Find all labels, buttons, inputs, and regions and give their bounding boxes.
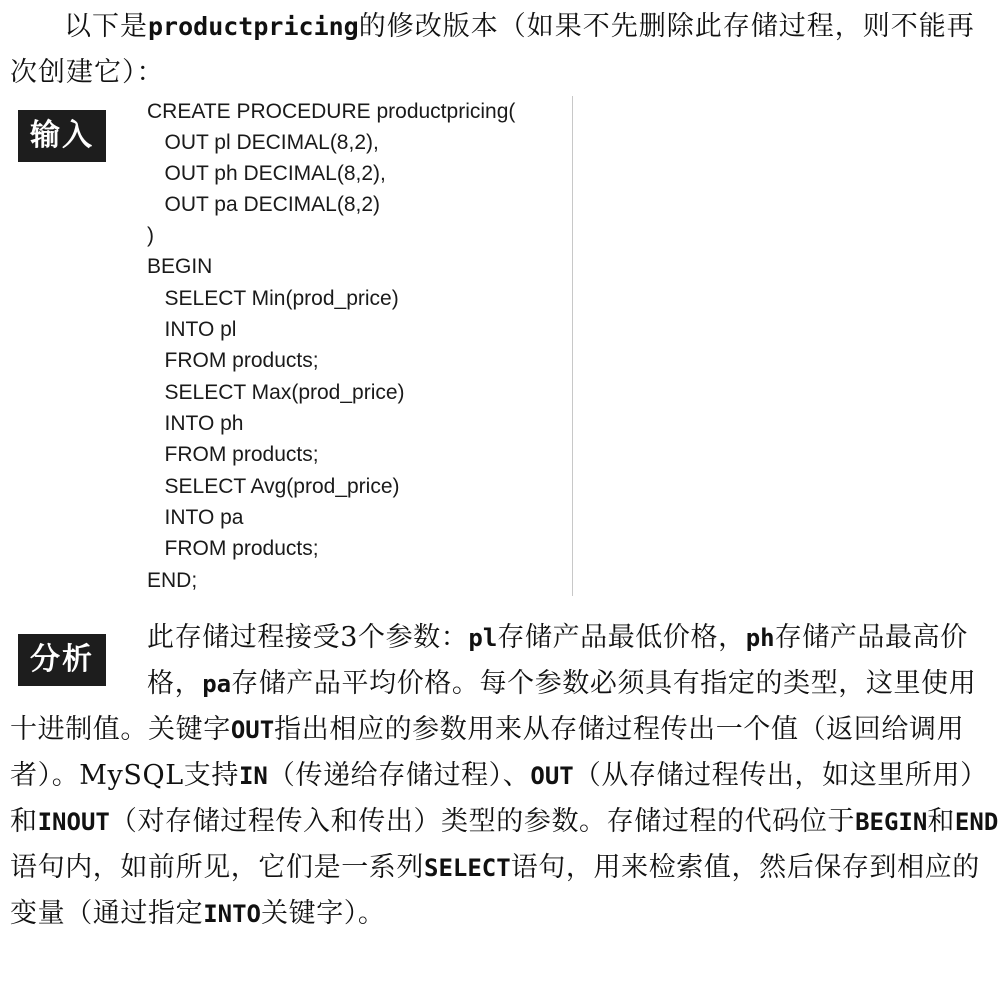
intro-text-after: 的修改版本（如果不先删除此存储过程，则不能再次创建它）： [10, 11, 975, 88]
code-line: FROM products; [147, 443, 319, 466]
tag-spacer [10, 615, 147, 705]
code-line: OUT ph DECIMAL(8,2), [147, 162, 386, 185]
code-line: INTO pl [147, 318, 237, 341]
analysis-text: 指出相应的参数用来从存储过程传出一个值（返回给调用者）。MySQL支持 [10, 714, 965, 791]
intro-text-before: 以下是 [64, 11, 148, 42]
code-line: OUT pa DECIMAL(8,2) [147, 193, 381, 216]
analysis-keyword: OUT [230, 716, 275, 744]
analysis-text: 存储产品最高价格， [147, 622, 968, 699]
analysis-keyword: IN [238, 762, 268, 790]
analysis-tag: 分析 [18, 634, 106, 686]
analysis-text: 存储产品平均价格。每个参数必须具有指定的类型，这里使用十进制值。关键字 [10, 668, 977, 745]
analysis-keyword: ph [745, 624, 775, 652]
analysis-text: 存储产品最低价格， [497, 622, 746, 653]
analysis-text: （传递给存储过程）、 [267, 760, 531, 791]
intro-paragraph [10, 4, 1000, 96]
analysis-text: 关键字）。 [261, 898, 386, 929]
analysis-keyword: BEGIN [855, 808, 928, 836]
analysis-keyword: INTO [203, 900, 261, 928]
analysis-paragraph [10, 615, 1000, 937]
code-line: SELECT Max(prod_price) [147, 381, 405, 404]
analysis-keyword: END [954, 808, 999, 836]
analysis-keyword: pl [468, 624, 498, 652]
code-block [147, 96, 573, 596]
code-line: FROM products; [147, 349, 319, 372]
analysis-text: 和 [927, 806, 955, 837]
analysis-text: 语句，用来检索值，然后保存到相应的变量（通过指定 [10, 852, 980, 929]
code-line: INTO pa [147, 506, 244, 529]
code-line: BEGIN [147, 255, 213, 278]
analysis-text: （对存储过程传入和传出）类型的参数。存储过程的代码位于 [109, 806, 856, 837]
code-line: FROM products; [147, 537, 319, 560]
code-line: CREATE PROCEDURE productpricing( [147, 100, 516, 123]
code-line: SELECT Avg(prod_price) [147, 475, 400, 498]
analysis-text: 此存储过程接受3个参数： [147, 622, 469, 653]
code-line: INTO ph [147, 412, 244, 435]
analysis-keyword: SELECT [424, 854, 511, 882]
analysis-keyword: INOUT [37, 808, 110, 836]
analysis-keyword: OUT [530, 762, 574, 790]
code-line: END; [147, 569, 198, 592]
intro-proc-name: productpricing [148, 12, 359, 41]
analysis-keyword: pa [202, 670, 232, 698]
code-line: ) [147, 224, 154, 247]
analysis-text: （从存储过程传出，如这里所用）和 [10, 760, 988, 837]
analysis-text: 语句内，如前所见，它们是一系列 [10, 852, 424, 883]
code-line: OUT pl DECIMAL(8,2), [147, 131, 379, 154]
code-line: SELECT Min(prod_price) [147, 287, 399, 310]
input-tag: 输入 [18, 110, 106, 162]
